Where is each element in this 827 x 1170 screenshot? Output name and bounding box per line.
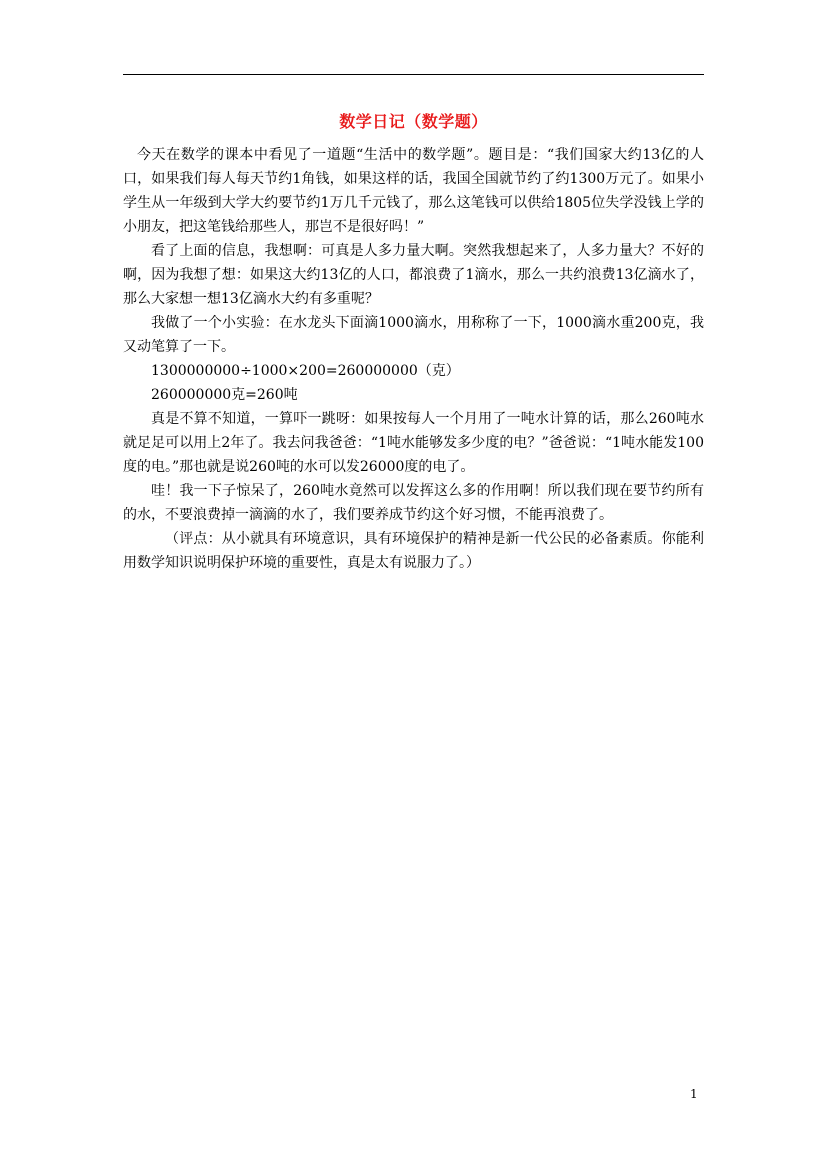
- paragraph-conclusion: 哇！我一下子惊呆了，260吨水竟然可以发挥这么多的作用啊！所以我们现在要节约所有的水，不要浪费掉一滴滴的水了，我们要养成节约这个好习惯，不能再浪费了。: [123, 483, 704, 523]
- calculation-line-2: 260000000克=260吨: [151, 387, 298, 403]
- calculation-line-1: 1300000000÷1000×200=260000000（克）: [151, 363, 460, 379]
- document-title: 数学日记（数学题）: [339, 112, 488, 131]
- paragraph-intro: 今天在数学的课本中看见了一道题“生活中的数学题”。题目是：“我们国家大约13亿的人口，如果我们每人每天节约1角钱，如果这样的话，我国全国就节约了约1300万元了。如果小学生从一年级到大学大约要节约1万几千元钱了，那么这笔钱可以供给1805位失学没钱上学的小朋友，把这笔钱给那些人，那岂不是很好吗！”: [123, 147, 704, 235]
- paragraph-thoughts: 看了上面的信息，我想啊：可真是人多力量大啊。突然我想起来了，人多力量大？不好的啊，因为我想了想：如果这大约13亿的人口，都浪费了1滴水，那么一共约浪费13亿滴水了，那么大家想一想13亿滴水大约有多重呢？: [123, 243, 704, 307]
- paragraph-electricity: 真是不算不知道，一算吓一跳呀：如果按每人一个月用了一吨水计算的话，那么260吨水就足足可以用上2年了。我去问我爸爸：“1吨水能够发多少度的电？”爸爸说：“1吨水能发100度的电。”那也就是说260吨的水可以发26000度的电了。: [123, 411, 704, 475]
- document-body: [123, 143, 704, 575]
- page-number: 1: [690, 1087, 698, 1101]
- header-rule: [123, 74, 704, 75]
- paragraph-experiment: 我做了一个小实验：在水龙头下面滴1000滴水，用称称了一下，1000滴水重200克，我又动笔算了一下。: [123, 315, 704, 355]
- teacher-comment: （评点：从小就具有环境意识，具有环境保护的精神是新一代公民的必备素质。你能利用数学知识说明保护环境的重要性，真是太有说服力了。）: [123, 531, 704, 571]
